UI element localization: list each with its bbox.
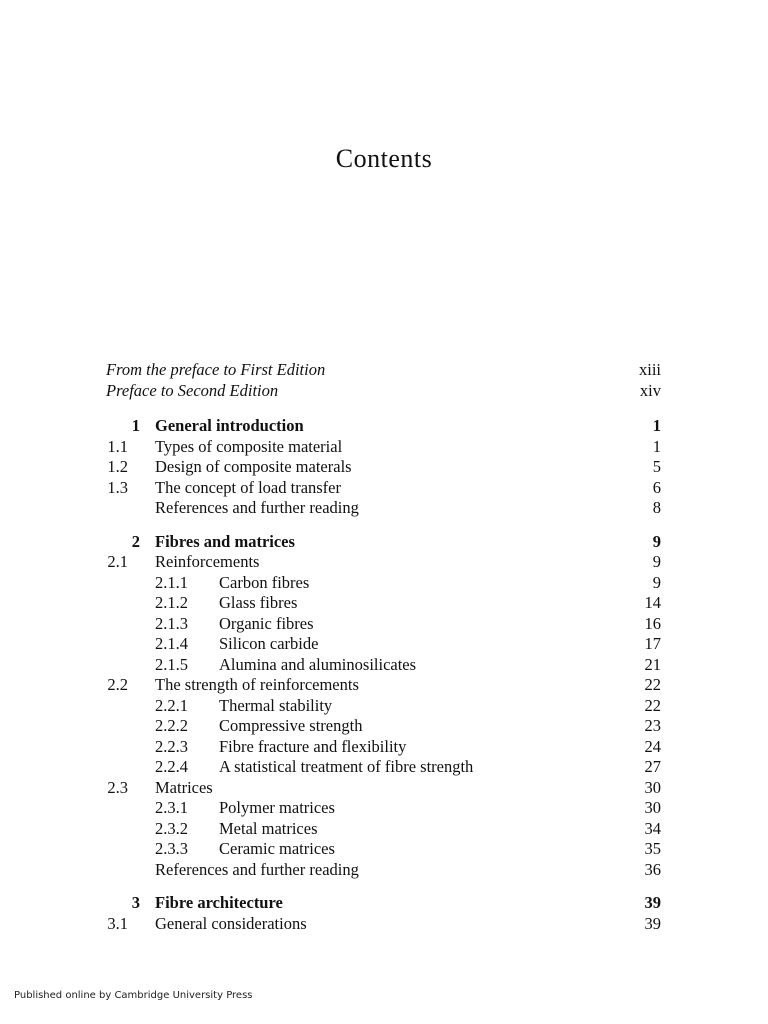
- toc-page-number: 39: [644, 914, 661, 933]
- toc-subsection-row: [0, 839, 768, 859]
- toc-subsection-row: [0, 696, 768, 716]
- toc-page-number: 16: [644, 614, 661, 633]
- toc-subsection-row: [0, 614, 768, 634]
- toc-subsection-row: [0, 655, 768, 675]
- toc-chapter-row: [0, 416, 768, 436]
- toc-entry-label: Alumina and aluminosilicates: [219, 655, 417, 674]
- toc-chapter-number: 2: [131, 532, 140, 551]
- toc-chapter-number: 1: [131, 416, 140, 435]
- toc-entry-label: Metal matrices: [219, 819, 318, 838]
- toc-entry-label: A statistical treatment of fibre strength: [219, 757, 474, 776]
- toc-page-number: 22: [644, 696, 661, 715]
- toc-entry-label: Fibres and matrices: [155, 532, 295, 551]
- toc-section-row: [0, 457, 768, 477]
- page-title: Contents: [335, 144, 433, 173]
- toc-section-number: 1.2: [107, 457, 128, 476]
- toc-page-number: 6: [652, 478, 661, 497]
- toc-page-number: xiv: [639, 381, 661, 400]
- toc-section-number: 1.3: [107, 478, 128, 497]
- toc-section-row: [0, 498, 768, 518]
- toc-page-number: 36: [644, 860, 661, 879]
- toc-preface-label: Preface to Second Edition: [106, 381, 279, 400]
- toc-subsection-number: 2.1.3: [155, 614, 188, 633]
- toc-page-number: 5: [652, 457, 661, 476]
- toc-chapter-row: [0, 893, 768, 913]
- toc-section-number: 2.3: [107, 778, 128, 797]
- toc-page-number: 30: [644, 778, 661, 797]
- toc-subsection-row: [0, 573, 768, 593]
- toc-entry-label: The strength of reinforcements: [155, 675, 359, 694]
- toc-page-number: 9: [652, 552, 661, 571]
- toc-preface-row: [0, 360, 768, 380]
- toc-entry-label: Ceramic matrices: [219, 839, 335, 858]
- toc-section-row: [0, 914, 768, 934]
- toc-subsection-row: [0, 716, 768, 736]
- toc-page-number: 21: [644, 655, 661, 674]
- toc-entry-label: General considerations: [155, 914, 307, 933]
- toc-page-number: 27: [644, 757, 661, 776]
- toc-section-row: [0, 437, 768, 457]
- toc-subsection-number: 2.1.4: [155, 634, 188, 653]
- toc-page-number: 1: [652, 416, 661, 435]
- toc-entry-label: Silicon carbide: [219, 634, 319, 653]
- toc-entry-label: Reinforcements: [155, 552, 260, 571]
- toc-subsection-row: [0, 737, 768, 757]
- toc-page-number: xiii: [638, 360, 661, 379]
- toc-subsection-row: [0, 798, 768, 818]
- toc-entry-label: Compressive strength: [219, 716, 363, 735]
- toc-subsection-number: 2.2.4: [155, 757, 188, 776]
- toc-entry-label: Types of composite material: [155, 437, 343, 456]
- toc-subsection-number: 2.3.3: [155, 839, 188, 858]
- toc-subsection-number: 2.1.1: [155, 573, 188, 592]
- toc-page-number: 1: [652, 437, 661, 456]
- toc-preface-label: From the preface to First Edition: [106, 360, 326, 379]
- toc-section-number: 3.1: [107, 914, 128, 933]
- toc-section-row: [0, 675, 768, 695]
- toc-subsection-number: 2.2.1: [155, 696, 188, 715]
- toc-entry-label: Organic fibres: [219, 614, 314, 633]
- toc-entry-label: Thermal stability: [219, 696, 333, 715]
- toc-subsection-number: 2.3.1: [155, 798, 188, 817]
- toc-preface-row: [0, 381, 768, 401]
- toc-page-number: 8: [652, 498, 661, 517]
- toc-entry-label: Glass fibres: [219, 593, 298, 612]
- toc-section-number: 2.1: [107, 552, 128, 571]
- toc-section-number: 2.2: [107, 675, 128, 694]
- toc-subsection-row: [0, 819, 768, 839]
- toc-subsection-row: [0, 634, 768, 654]
- toc-subsection-number: 2.1.2: [155, 593, 188, 612]
- toc-entry-label: Polymer matrices: [219, 798, 335, 817]
- toc-subsection-number: 2.2.2: [155, 716, 188, 735]
- toc-page-number: 39: [644, 893, 661, 912]
- toc-subsection-number: 2.1.5: [155, 655, 188, 674]
- toc-page-number: 14: [644, 593, 661, 612]
- toc-section-row: [0, 552, 768, 572]
- toc-subsection-number: 2.3.2: [155, 819, 188, 838]
- toc-page-number: 17: [644, 634, 661, 653]
- toc-entry-label: General introduction: [155, 416, 304, 435]
- toc-page-number: 9: [652, 532, 661, 551]
- toc-page-number: 22: [644, 675, 661, 694]
- toc-page-number: 9: [652, 573, 661, 592]
- toc-entry-label: References and further reading: [155, 860, 359, 879]
- toc-section-row: [0, 478, 768, 498]
- toc-subsection-number: 2.2.3: [155, 737, 188, 756]
- toc-section-row: [0, 778, 768, 798]
- toc-entry-label: Design of composite materals: [155, 457, 352, 476]
- toc-page-number: 24: [644, 737, 661, 756]
- toc-entry-label: References and further reading: [155, 498, 359, 517]
- toc-page-number: 30: [644, 798, 661, 817]
- toc-page-number: 35: [644, 839, 661, 858]
- toc-chapter-row: [0, 532, 768, 552]
- toc-page-number: 23: [644, 716, 661, 735]
- toc-entry-label: Fibre fracture and flexibility: [219, 737, 407, 756]
- toc-subsection-row: [0, 593, 768, 613]
- toc-entry-label: Matrices: [155, 778, 213, 797]
- toc-entry-label: The concept of load transfer: [155, 478, 341, 497]
- toc-subsection-row: [0, 757, 768, 777]
- toc-entry-label: Fibre architecture: [155, 893, 283, 912]
- toc-entry-label: Carbon fibres: [219, 573, 310, 592]
- toc-section-number: 1.1: [107, 437, 128, 456]
- toc-section-row: [0, 860, 768, 880]
- toc-page-number: 34: [644, 819, 661, 838]
- toc-chapter-number: 3: [131, 893, 140, 912]
- publisher-footer: Published online by Cambridge University Press: [14, 990, 253, 1001]
